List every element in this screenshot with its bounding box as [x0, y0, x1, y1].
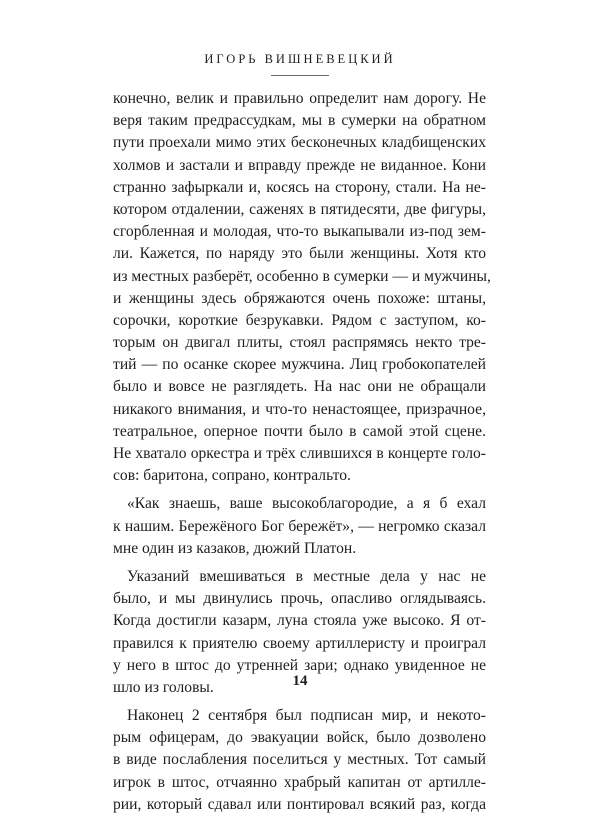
- text-line: сорочки, короткие безрукавки. Рядом с заступом, ко-: [113, 311, 486, 329]
- text-line: «Как знаешь, ваше высокоблагородие, а я б ехал: [127, 495, 486, 513]
- text-line: странно зафыркали и, косясь на сторону, стали. На не-: [113, 178, 486, 196]
- text-line: рым офицерам, до эвакуации войск, было дозволено: [113, 729, 486, 747]
- paragraph-1: [113, 88, 491, 487]
- text-line: Наконец 2 сентября был подписан мир, и некото-: [127, 707, 486, 725]
- text-line: к нашим. Бережёного Бог бережёт», — негромко сказал: [113, 517, 486, 535]
- text-line: правился к приятелю своему артиллеристу и проиграл: [113, 634, 486, 652]
- body-text: [113, 88, 491, 816]
- text-line: веря таким предрассудкам, мы в сумерки на обратном: [113, 112, 486, 130]
- text-line: котором отдалении, саженях в пятидесяти, две фигуры,: [113, 200, 486, 218]
- text-line: никакого внимания, и что-то ненастоящее, призрачное,: [113, 400, 486, 418]
- text-line: тий — по осанке скорее мужчина. Лиц гробокопателей: [113, 356, 486, 374]
- text-line: конечно, велик и правильно определит нам дорогу. Не: [113, 90, 486, 107]
- text-line: ли. Кажется, по наряду это были женщины. Хотя кто: [113, 245, 486, 263]
- text-line: было, и мы двинулись прочь, опасливо оглядываясь.: [113, 590, 486, 608]
- paragraph-2: [113, 493, 486, 560]
- text-line: было и вовсе не разглядеть. На нас они не обращали: [113, 378, 486, 396]
- paragraph-4: [113, 705, 486, 816]
- page-number: 14: [292, 673, 308, 689]
- text-line: из местных разберёт, особенно в сумерки — и мужчины,: [113, 267, 491, 285]
- text-line: сов: баритона, сопрано, контральто.: [113, 467, 351, 485]
- text-line: мне один из казаков, дюжий Платон.: [113, 539, 357, 557]
- text-line: Когда достигли казарм, луна стояла уже высоко. Я от-: [113, 612, 486, 630]
- text-line: у него в штос до утренней зари; однако увиденное не: [113, 656, 486, 674]
- text-line: игрок в штос, отчаянно храбрый капитан от артилле-: [113, 773, 486, 791]
- text-line: Не хватало оркестра и трёх слившихся в концерте голо-: [113, 445, 486, 462]
- text-line: театральное, оперное почти было в самой этой сцене.: [113, 422, 486, 440]
- header-rule: [271, 75, 329, 76]
- text-line: шло из головы.: [113, 678, 214, 696]
- text-line: рии, который сдавал или понтировал всякий раз, когда: [113, 795, 486, 813]
- text-line: сгорбленная и молодая, что-то выкапывали из-под зем-: [113, 223, 486, 241]
- text-line: торым он двигал плиты, стоял распрямясь некто тре-: [113, 334, 486, 352]
- text-line: пути проехали мимо этих бесконечных кладбищенских: [113, 134, 486, 152]
- text-line: Указаний вмешиваться в местные дела у нас не: [127, 567, 486, 585]
- text-line: и женщины здесь обряжаются очень похоже: штаны,: [113, 289, 486, 307]
- text-line: в виде послабления поселиться у местных. Тот самый: [113, 751, 486, 769]
- running-head: ИГОРЬ ВИШНЕВЕЦКИЙ: [204, 52, 396, 66]
- text-line: холмов и застали и вправду прежде не виданное. Кони: [113, 156, 486, 174]
